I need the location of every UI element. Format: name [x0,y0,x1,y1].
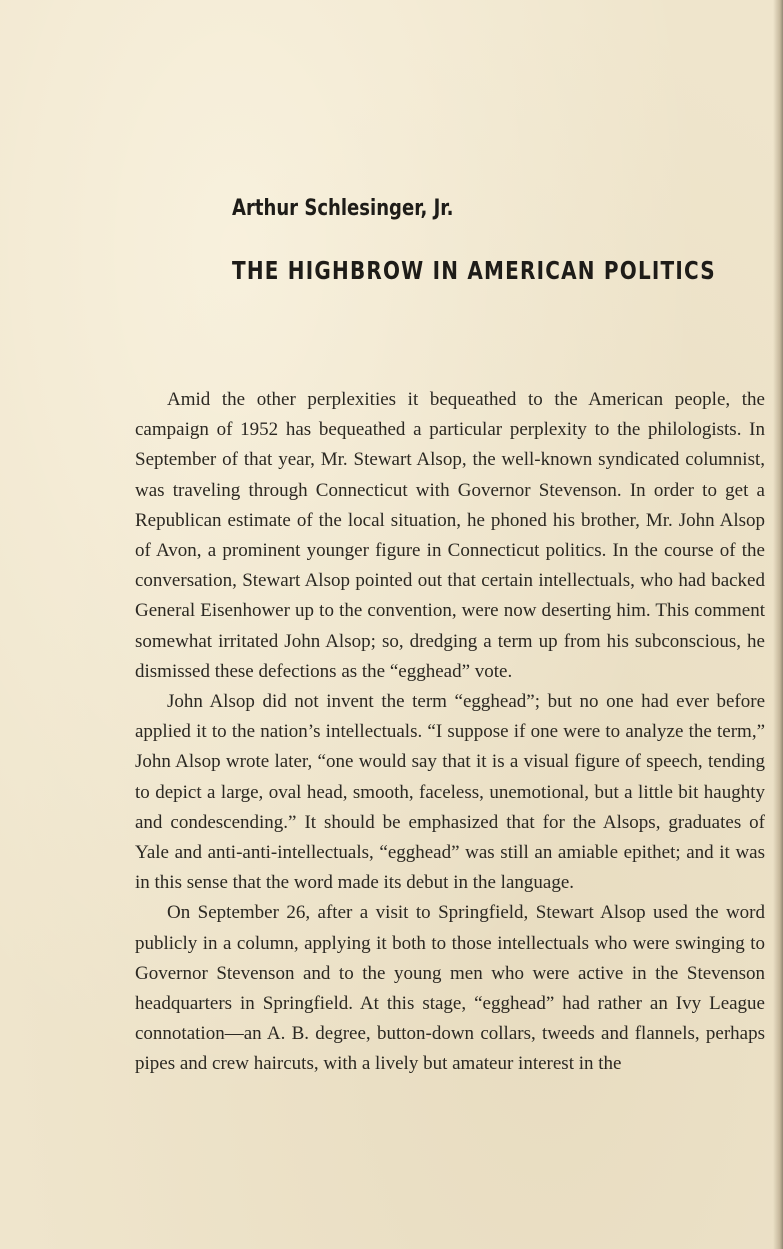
article-body [135,385,765,1080]
author-byline: Arthur Schlesinger, Jr. [232,196,454,221]
page-edge-shadow [773,0,783,1249]
article-title: THE HIGHBROW IN AMERICAN POLITICS [232,256,716,285]
paragraph: Amid the other perplexities it bequeathed to the American people, the campaign of 1952 has bequeathed a particular perplexity to the philologists. In September of that year, Mr. Stewart Alsop, the well-known syndicated columnist, was traveling through Connecticut with Governor Stevenson. In order to get a Republican estimate of the local situation, he phoned his brother, Mr. John Alsop of Avon, a prominent younger figure in Connecticut politics. In the course of the conversation, Stewart Alsop pointed out that certain intellectuals, who had backed General Eisenhower up to the convention, were now deserting him. This comment somewhat irritated John Alsop; so, dredging a term up from his subconscious, he dismissed these defections as the “egghead” vote. [135,389,765,682]
paragraph: John Alsop did not invent the term “egghead”; but no one had ever before applied it to the nation’s intellectuals. “I suppose if one were to analyze the term,” John Alsop wrote later, “one would say that it is a visual figure of speech, tending to depict a large, oval head, smooth, faceless, unemotional, but a little bit haughty and condescending.” It should be emphasized that for the Alsops, graduates of Yale and anti-anti-intellectuals, “egghead” was still an amiable epithet; and it was in this sense that the word made its debut in the language. [135,691,765,894]
paragraph: On September 26, after a visit to Springfield, Stewart Alsop used the word publicly in a column, applying it both to those intellectuals who were swinging to Governor Stevenson and to the young men who were active in the Stevenson headquarters in Springfield. At this stage, “egghead” had rather an Ivy League connotation—an A. B. degree, button-down collars, tweeds and flannels, perhaps pipes and crew haircuts, with a lively but amateur interest in the [135,902,765,1075]
